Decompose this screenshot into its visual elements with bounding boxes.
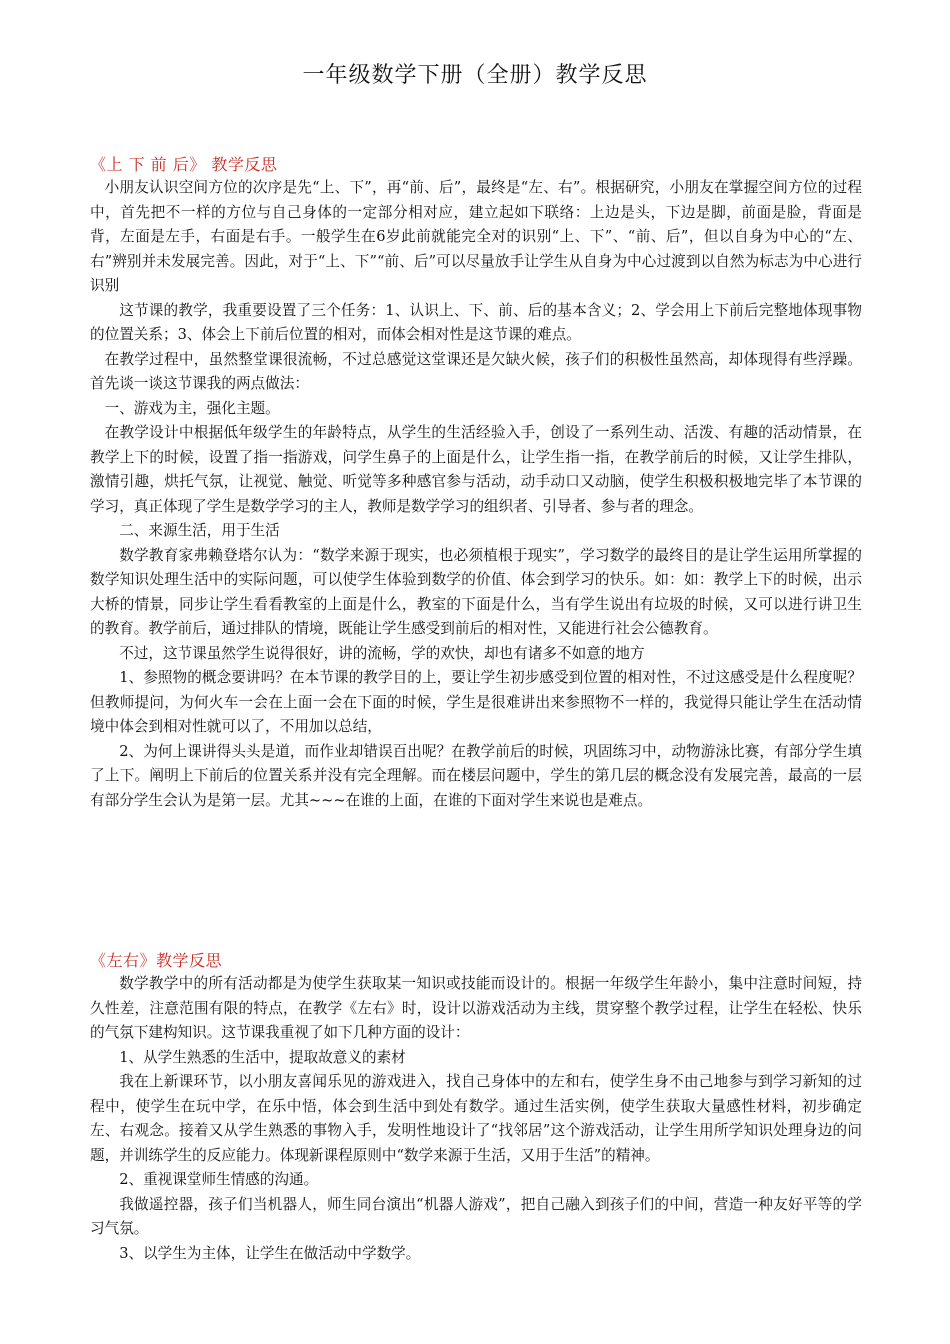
paragraph: 3、以学生为主体，让学生在做活动中学数学。 <box>119 1244 421 1262</box>
paragraph: 1、从学生熟悉的生活中，提取故意义的素材 <box>119 1048 406 1066</box>
paragraph: 数学教育家弗赖登塔尔认为：“数学来源于现实，也必须植根于现实”，学习数学的最终目的是让学生运用所掌握的数学知识处理生活中的实际问题，可以使学生体验到数学的价值、体会到学习的快乐。如：如：教学上下的时候，出示大桥的情景，同步让学生看看教室的上面是什么，教室的下面是什么，当有学生说出有垃圾的时候，又可以进行讲卫生的教育。教学前后，通过排队的情境，既能让学生感受到前后的相对性，又能进行社会公德教育。 <box>90 546 862 637</box>
paragraph: 小朋友认识空间方位的次序是先“上、下”，再“前、后”，最终是“左、右”。根据研究，小朋友在掌握空间方位的过程中，首先把不一样的方位与自己身体的一定部分相对应，建立起如下联络：上边是头，下边是脚，前面是脸，背面是背，左面是左手，右面是右手。一般学生在6岁此前就能完全对的识别“上、下”、“前、后”，但以自身为中心的“左、右”辨别并未发展完善。因此，对于“上、下”“前、后”可以尽量放手让学生从自身为中心过渡到以自然为标志为中心进行识别 <box>90 179 862 294</box>
paragraph: 这节课的教学，我重要设置了三个任务：1、认识上、下、前、后的基本含义；2、学会用上下前后完整地体现事物的位置关系；3、体会上下前后位置的相对，而体会相对性是这节课的难点。 <box>90 301 862 343</box>
section-body-zuoyou <box>90 972 862 1266</box>
paragraph: 二、来源生活，用于生活 <box>119 522 280 539</box>
paragraph: 在教学过程中，虽然整堂课很流畅，不过总感觉这堂课还是欠缺火候，孩子们的积极性虽然高，却体现得有些浮躁。首先谈一谈这节课我的两点做法： <box>90 350 862 392</box>
document-title: 一年级数学下册（全册）教学反思 <box>302 63 648 88</box>
paragraph: 2、重视课堂师生情感的沟通。 <box>119 1171 319 1188</box>
section-body-shangxia <box>90 176 862 813</box>
paragraph: 在教学设计中根据低年级学生的年龄特点，从学生的生活经验入手，创设了一系列生动、活泼、有趣的活动情景，在教学上下的时候，设置了指一指游戏，问学生鼻子的上面是什么，让学生指一指，在教学前后的时候，又让学生排队，激情引趣，烘托气氛，让视觉、触觉、听觉等多种感官参与活动，动手动口又动脑，使学生积极积极地完毕了本节课的学习，真正体现了学生是数学学习的主人，教师是数学学习的组织者、引导者、参与者的理念。 <box>90 424 862 515</box>
paragraph: 1、参照物的概念要讲吗？在本节课的教学目的上，要让学生初步感受到位置的相对性，不过这感受是什么程度呢？但教师提问，为何火车一会在上面一会在下面的时候，学生是很难讲出来参照物不一样的，我觉得只能让学生在活动情境中体会到相对性就可以了，不用加以总结， <box>90 669 862 735</box>
paragraph: 2、为何上课讲得头头是道，而作业却错误百出呢？在教学前后的时候，巩固练习中，动物游泳比赛，有部分学生填了上下。阐明上下前后的位置关系并没有完全理解。而在楼层问题中，学生的第几层的概念没有发展完善，最高的一层有部分学生会认为是第一层。尤其~~~在谁的上面，在谁的下面对学生来说也是难点。 <box>90 742 862 809</box>
section-heading-shangxia: 《上 下 前 后》 教学反思 <box>90 155 278 174</box>
section-heading-zuoyou: 《左右》教学反思 <box>90 951 223 970</box>
paragraph: 数学教学中的所有活动都是为使学生获取某一知识或技能而设计的。根据一年级学生年龄小，集中注意时间短，持久性差，注意范围有限的特点，在教学《左右》时，设计以游戏活动为主线，贯穿整个教学过程，让学生在轻松、快乐的气氛下建构知识。这节课我重视了如下几种方面的设计： <box>90 975 862 1041</box>
paragraph: 不过，这节课虽然学生说得很好，讲的流畅，学的欢快，却也有诸多不如意的地方 <box>119 644 645 662</box>
paragraph: 一、游戏为主，强化主题。 <box>104 399 280 417</box>
paragraph: 我做遥控器，孩子们当机器人，师生同台演出“机器人游戏”，把自己融入到孩子们的中间，营造一种友好平等的学习气氛。 <box>90 1195 862 1237</box>
paragraph: 我在上新课环节，以小朋友喜闻乐见的游戏进入，找自己身体中的左和右，使学生身不由己地参与到学习新知的过程中，使学生在玩中学，在乐中悟，体会到生活中到处有数学。通过生活实例，使学生获取大量感性材料，初步确定左、右观念。接着又从学生熟悉的事物入手，发明性地设计了“找邻居”这个游戏活动，让学生用所学知识处理身边的问题，并训练学生的反应能力。体现新课程原则中“数学来源于生活，又用于生活”的精神。 <box>90 1073 862 1164</box>
